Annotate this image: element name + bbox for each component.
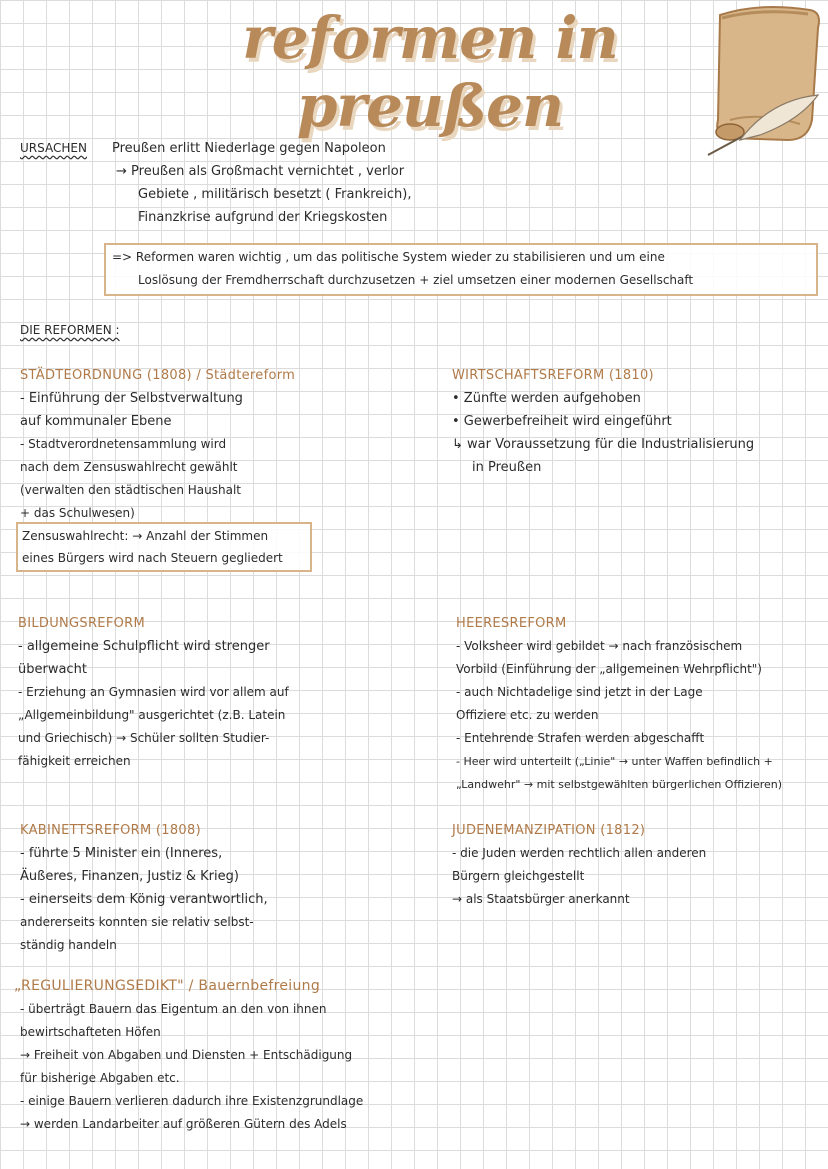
box-line: eines Bürgers wird nach Steuern gegliedert <box>22 551 283 565</box>
section-line: - Entehrende Strafen werden abgeschafft <box>456 731 705 745</box>
section-line: Vorbild (Einführung der „allgemeinen Wehrpflicht") <box>456 662 762 676</box>
section-heading: STÄDTEORDNUNG (1808) / Städtereform <box>20 368 296 383</box>
regulierungsedikt-section <box>14 975 534 1136</box>
page-title: reformen in preußen <box>242 4 618 140</box>
section-line: „Allgemeinbildung" ausgerichtet (z.B. Latein <box>18 708 286 722</box>
section-line: bewirtschafteten Höfen <box>20 1025 161 1039</box>
bildungsreform-section <box>18 612 418 773</box>
section-line: Bürgern gleichgestellt <box>452 869 585 883</box>
section-line: → Freiheit von Abgaben und Diensten + Entschädigung <box>20 1048 353 1062</box>
section-line: • Zünfte werden aufgehoben <box>452 391 641 406</box>
ursachen-line: Preußen erlitt Niederlage gegen Napoleon <box>112 141 386 156</box>
ursachen-line: Finanzkrise aufgrund der Kriegskosten <box>138 210 388 225</box>
section-heading: JUDENEMANZIPATION (1812) <box>452 823 646 838</box>
section-heading: WIRTSCHAFTSREFORM (1810) <box>452 368 654 383</box>
section-line: - einerseits dem König verantwortlich, <box>20 892 268 907</box>
conclusion-line: => Reformen waren wichtig , um das politische System wieder zu stabilisieren und um eine <box>112 250 665 264</box>
section-heading: HEERESREFORM <box>456 616 567 631</box>
section-heading: KABINETTSREFORM (1808) <box>20 823 201 838</box>
section-line: nach dem Zensuswahlrecht gewählt <box>20 460 238 474</box>
section-line: - einige Bauern verlieren dadurch ihre Existenzgrundlage <box>20 1094 364 1108</box>
section-line: + das Schulwesen) <box>20 506 135 520</box>
section-heading: BILDUNGSREFORM <box>18 616 145 631</box>
scroll-icon <box>700 0 828 160</box>
section-line: - auch Nichtadelige sind jetzt in der Lage <box>456 685 703 699</box>
conclusion-line: Loslösung der Fremdherrschaft durchzusetzen + ziel umsetzen einer modernen Gesellschaft <box>138 273 694 287</box>
section-line: - Erziehung an Gymnasien wird vor allem auf <box>18 685 289 699</box>
wirtschaftsreform-section <box>452 364 822 479</box>
section-line: fähigkeit erreichen <box>18 754 131 768</box>
section-line: → werden Landarbeiter auf größeren Gütern des Adels <box>20 1117 347 1131</box>
conclusion-box <box>104 243 818 296</box>
box-line: Zensuswahlrecht: → Anzahl der Stimmen <box>22 529 269 543</box>
section-line: (verwalten den städtischen Haushalt <box>20 483 241 497</box>
section-line: Äußeres, Finanzen, Justiz & Krieg) <box>20 869 239 884</box>
section-line: • Gewerbefreiheit wird eingeführt <box>452 414 672 429</box>
section-line: für bisherige Abgaben etc. <box>20 1071 180 1085</box>
section-line: - Heer wird unterteilt („Linie" → unter Waffen befindlich + <box>456 755 773 768</box>
section-line: → als Staatsbürger anerkannt <box>452 892 630 906</box>
ursachen-line: Gebiete , militärisch besetzt ( Frankreich), <box>138 187 412 202</box>
section-line: - allgemeine Schulpflicht wird strenger <box>18 639 270 654</box>
section-line: ↳ war Voraussetzung für die Industrialisierung <box>452 437 755 452</box>
section-line: auf kommunaler Ebene <box>20 414 172 429</box>
section-line: - Stadtverordnetensammlung wird <box>20 437 227 451</box>
ursachen-label: URSACHEN <box>20 141 87 155</box>
section-line: - Einführung der Selbstverwaltung <box>20 391 243 406</box>
section-line: - führte 5 Minister ein (Inneres, <box>20 846 223 861</box>
section-line: - die Juden werden rechtlich allen anderen <box>452 846 707 860</box>
section-line: „Landwehr" → mit selbstgewählten bürgerlichen Offizieren) <box>456 778 783 791</box>
section-line: in Preußen <box>472 460 542 475</box>
ursachen-details <box>116 160 411 229</box>
ursachen-list <box>112 137 386 160</box>
zensuswahlrecht-box <box>16 522 312 572</box>
judenemanzipation-section <box>452 819 822 911</box>
ursachen-line: → Preußen als Großmacht vernichtet , verlor <box>116 164 405 179</box>
kabinettsreform-section <box>20 819 420 957</box>
section-line: - überträgt Bauern das Eigentum an den von ihnen <box>20 1002 327 1016</box>
section-line: und Griechisch) → Schüler sollten Studier- <box>18 731 270 745</box>
section-line: Offiziere etc. zu werden <box>456 708 599 722</box>
section-heading: „REGULIERUNGSEDIKT" / Bauernbefreiung <box>14 978 321 994</box>
staedteordnung-section <box>20 364 400 525</box>
heeresreform-section <box>456 612 822 796</box>
section-line: - Volksheer wird gebildet → nach französischem <box>456 639 743 653</box>
reformen-label: DIE REFORMEN : <box>20 323 120 337</box>
section-line: andererseits konnten sie relativ selbst- <box>20 915 254 929</box>
section-line: überwacht <box>18 662 87 677</box>
section-line: ständig handeln <box>20 938 117 952</box>
